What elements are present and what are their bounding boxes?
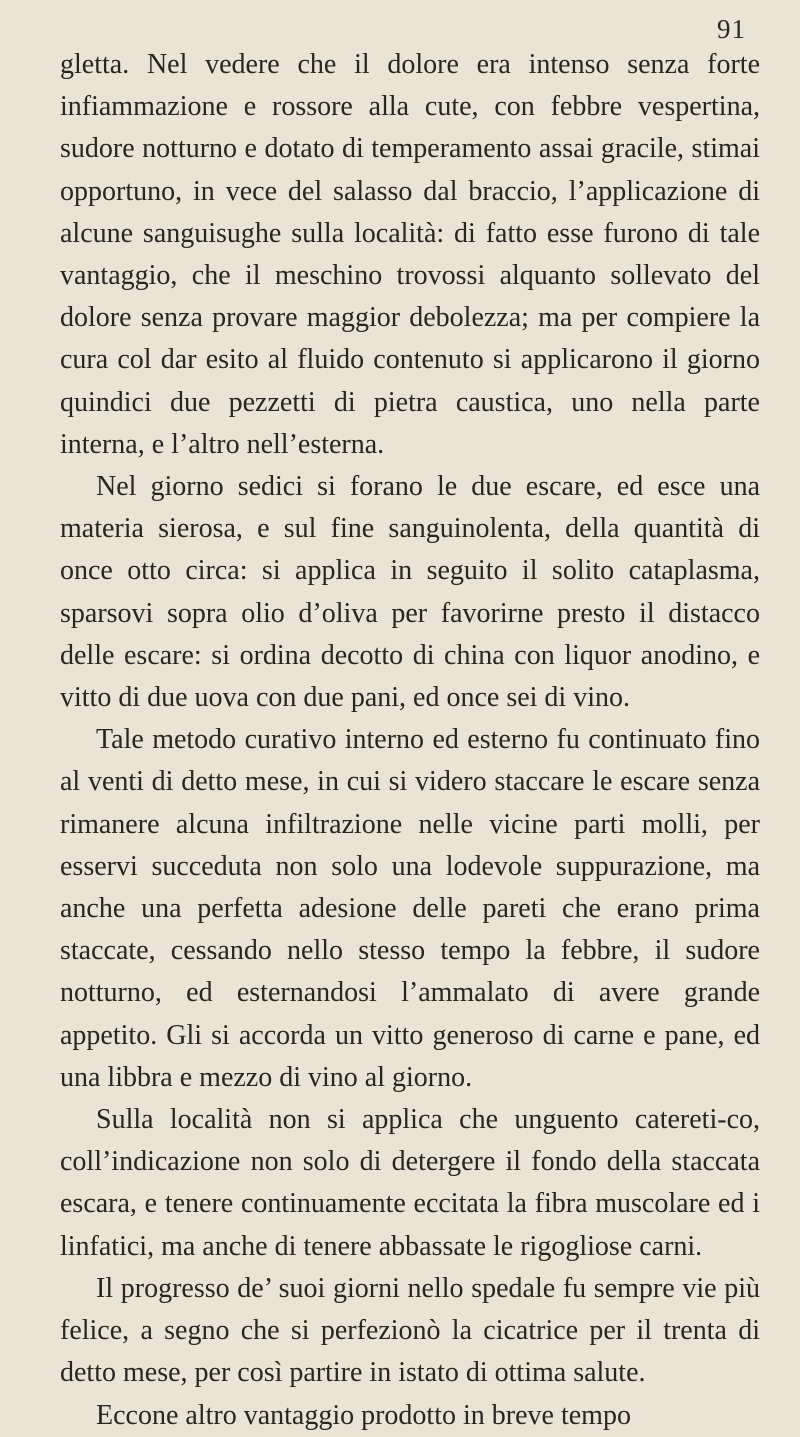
paragraph-3: Tale metodo curativo interno ed esterno fu continuato fino al venti di detto mese, in cui si videro staccare le escare senza rimanere alcuna infiltrazione nelle vicine parti molli, per esservi succeduta non solo una lodevole suppurazione, ma anche una perfetta adesione delle pareti che erano prima staccate, cessando nello stesso tempo la febbre, il sudore notturno, ed esternandosi l’ammalato di avere grande appetito. Gli si accorda un vitto generoso di carne e pane, ed una libbra e mezzo di vino al giorno. (60, 724, 760, 1093)
page-number: 91 (717, 14, 746, 44)
paragraph-1: gletta. Nel vedere che il dolore era intenso senza forte infiammazione e rossore alla cute, con febbre vespertina, sudore notturno e dotato di temperamento assai gracile, stimai opportuno, in vece del salasso dal braccio, l’applicazione di alcune sanguisughe sulla località: di fatto esse furono di tale vantaggio, che il meschino trovossi alquanto sollevato del dolore senza provare maggior debolezza; ma per compiere la cura col dar esito al fluido contenuto si applicarono il giorno quindici due pezzetti di pietra caustica, uno nella parte interna, e l’altro nell’esterna. (60, 49, 760, 460)
paragraph-5: Il progresso de’ suoi giorni nello spedale fu sempre vie più felice, a segno che si perfezionò la cicatrice per il trenta di detto mese, per così partire in istato di ottima salute. (60, 1272, 760, 1389)
paragraph-6: Eccone altro vantaggio prodotto in breve tempo (96, 1399, 631, 1431)
body-text (60, 44, 760, 1437)
paragraph-2: Nel giorno sedici si forano le due escare, ed esce una materia sierosa, e sul fine sanguinolenta, della quantità di once otto circa: si applica in seguito il solito cataplasma, sparsovi sopra olio d’oliva per favorirne presto il distacco delle escare: si ordina decotto di china con liquor anodino, e vitto di due uova con due pani, ed once sei di vino. (60, 471, 760, 714)
paragraph-4: Sulla località non si applica che unguento catereti-co, coll’indicazione non solo di detergere il fondo della staccata escara, e tenere continuamente eccitata la fibra muscolare ed i linfatici, ma anche di tenere abbassate le rigogliose carni. (60, 1104, 760, 1262)
